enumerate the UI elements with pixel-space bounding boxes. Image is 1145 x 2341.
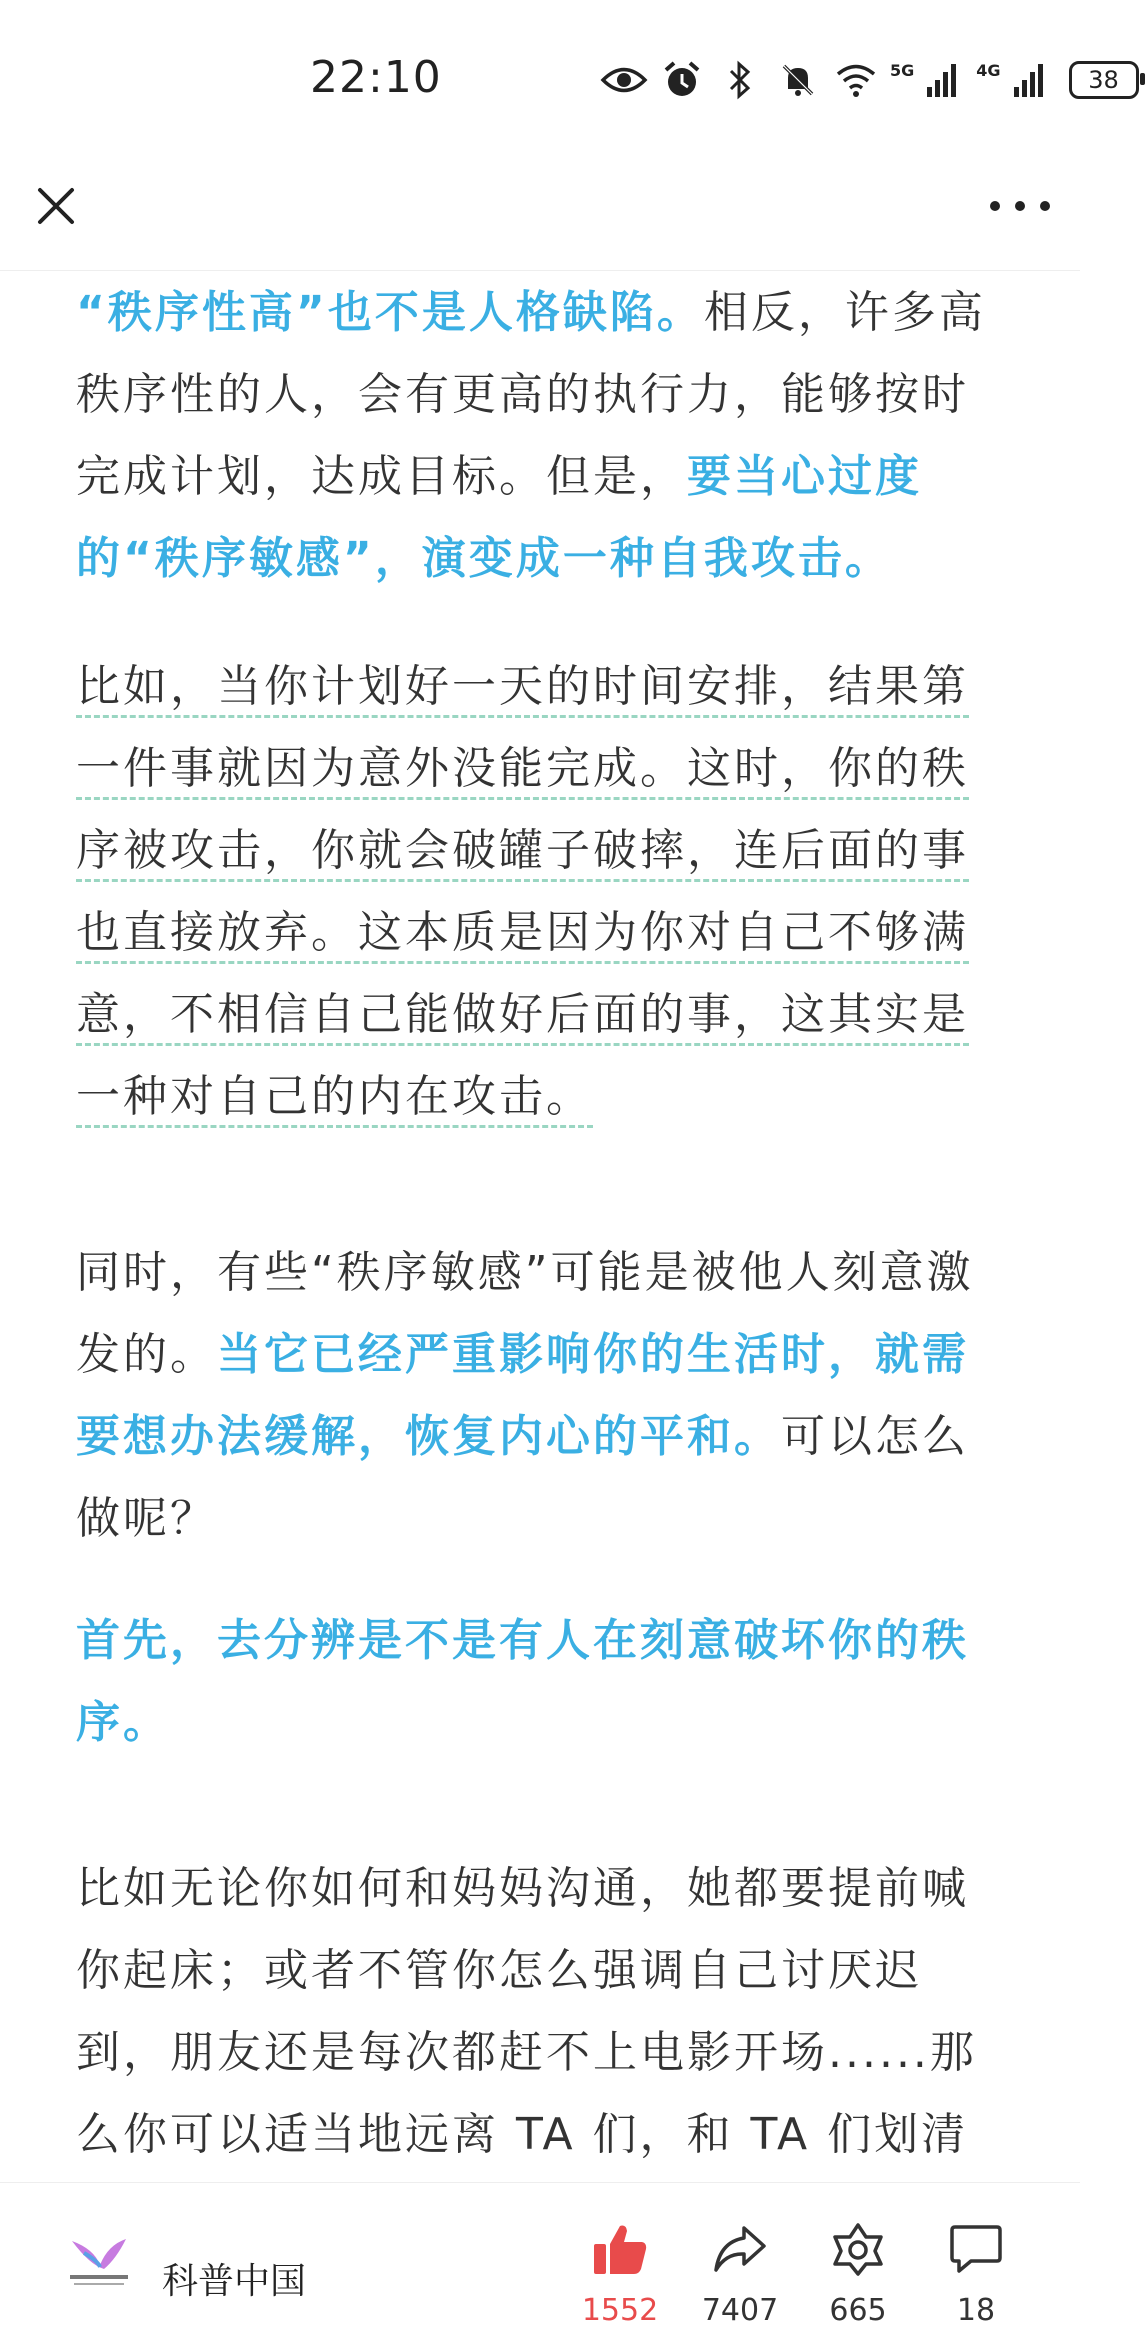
underlined-text[interactable]: 比如，当你计划好一天的时间安排，结果第一件事就因为意外没能完成。这时，你的秩序被攻击，你就会破罐子破摔，连后面的事也直接放弃。这本质是因为你对自己不够满意，不相信自己能做好后面的事，这其实是一种对自己的内在攻击。 [76,661,969,1122]
battery-level: 38 [1088,66,1119,94]
more-button[interactable] [990,190,1050,222]
share-button[interactable] [695,2219,785,2328]
signal-icon [918,56,966,104]
mute-icon [774,56,822,104]
network-label-4g: 4G [976,60,1001,80]
signal-icon [1005,56,1053,104]
paragraph-1 [76,272,1006,600]
favorite-button[interactable] [813,2219,903,2328]
body-text: 相反，许多高秩序性的人，会有更高的执行力，能够按时完成计划，达成目标。但是， [76,287,986,502]
thumbs-up-icon [590,2219,650,2279]
like-button[interactable] [575,2219,665,2328]
alarm-icon [658,56,706,104]
network-label-5g: 5G [890,60,915,80]
top-nav [0,150,1080,271]
clock: 22:10 [310,52,442,103]
bottom-action-bar [0,2182,1080,2341]
highlight-text: “秩序性高”也不是人格缺陷。 [76,287,704,338]
favorite-icon [828,2219,888,2279]
article-body [76,272,1006,2258]
close-icon [30,180,82,232]
battery-indicator [1069,61,1139,99]
comment-button[interactable] [931,2219,1021,2328]
body-text: 可以怎么做呢？ [76,1411,969,1544]
source-avatar[interactable] [64,2235,134,2289]
highlight-text: 要当心过度的“秩序敏感”，演变成一种自我攻击。 [76,451,922,584]
body-text: 同时，有些“秩序敏感”可能是被他人刻意激发的。 [76,1247,974,1380]
paragraph-2 [76,646,1006,1138]
share-count: 7407 [701,2293,779,2328]
source-name[interactable]: 科普中国 [162,2261,307,2302]
favorite-count: 665 [829,2293,887,2328]
eye-icon [600,56,648,104]
like-count: 1552 [581,2293,659,2328]
more-icon [990,201,1000,211]
close-button[interactable] [30,180,82,232]
comment-count: 18 [956,2293,996,2328]
paragraph-3 [76,1232,1006,1560]
share-icon [710,2219,770,2279]
highlight-text: 当它已经严重影响你的生活时，就需要想办法缓解，恢复内心的平和。 [76,1329,969,1462]
status-bar [0,0,1119,150]
status-icons [600,56,1139,104]
paragraph-5: 比如无论你如何和妈妈沟通，她都要提前喊你起床；或者不管你怎么强调自己讨厌迟到，朋友还是每次都赶不上电影开场......那么你可以适当地远离 TA 们，和 TA 们划清 [76,1863,977,2160]
comment-icon [946,2219,1006,2279]
paragraph-4: 首先，去分辨是不是有人在刻意破坏你的秩序。 [76,1615,969,1748]
wifi-icon [832,56,880,104]
bluetooth-icon [716,56,764,104]
